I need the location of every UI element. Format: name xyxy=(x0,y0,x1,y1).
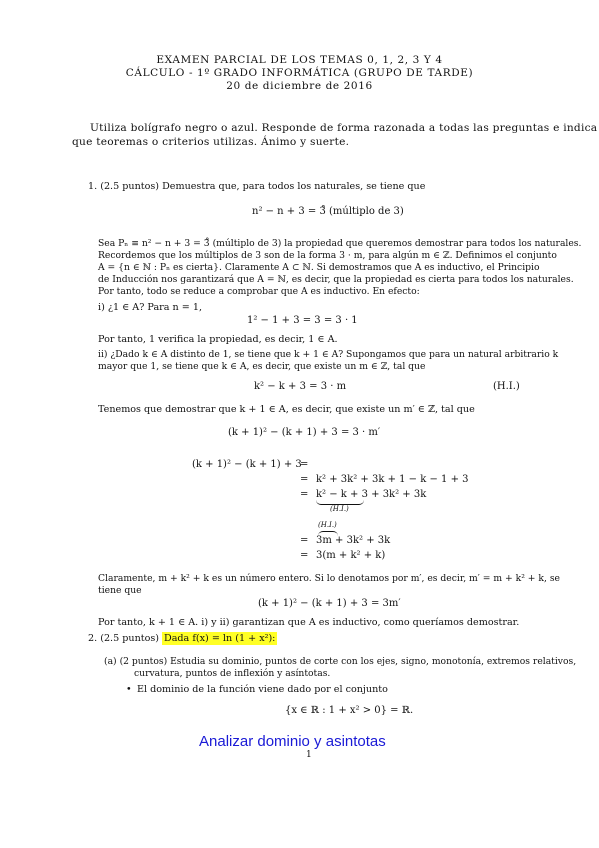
q1-part-ii-line-1: ii) ¿Dado k ∈ A distinto de 1, se tiene que k + 1 ∈ A? Supongamos que para un natural arbitrario k xyxy=(98,349,559,360)
course-title: CÁLCULO - 1º GRADO INFORMÁTICA (GRUPO DE TARDE) xyxy=(125,67,474,79)
q1-part-ii-line-2: mayor que 1, se tiene que k ∈ A, es decir, que existe un m ∈ ℤ, tal que xyxy=(98,361,426,372)
q1-para-line-3: A = {n ∈ ℕ : Pₙ es cierta}. Claramente A ⊂ ℕ. Si demostramos que A es inductivo, el Principio xyxy=(98,262,540,273)
q1-goal-text: Tenemos que demostrar que k + 1 ∈ A, es decir, que existe un m′ ∈ ℤ, tal que xyxy=(98,404,475,415)
instructions-line-2: que teoremas o criterios utilizas. Ánimo y suerte. xyxy=(72,136,350,148)
q1-conclusion-line-2: tiene que xyxy=(98,585,142,596)
instructions-line-1: Utiliza bolígrafo negro o azul. Responde de forma razonada a todas las preguntas e indica xyxy=(90,122,598,134)
q1-conclusion-equation: (k + 1)² − (k + 1) + 3 = 3m′ xyxy=(258,598,401,609)
chain-step-4: 3(m + k² + k) xyxy=(316,550,386,561)
chain-equals-0: = xyxy=(300,459,309,470)
chain-equals-2: = xyxy=(300,489,309,500)
blue-annotation: Analizar dominio y asintotas xyxy=(199,733,386,750)
q1-statement: 1. (2.5 puntos) Demuestra que, para todos los naturales, se tiene que xyxy=(88,181,426,192)
exam-date: 20 de diciembre de 2016 xyxy=(226,80,373,92)
q2-label: 2. (2.5 puntos) xyxy=(88,633,160,644)
chain-equals-3: = xyxy=(300,535,309,546)
domain-equation: {x ∈ ℝ : 1 + x² > 0} = ℝ. xyxy=(285,705,414,716)
q1-conclusion-line-1: Claramente, m + k² + k es un número entero. Si lo denotamos por m′, es decir, m′ = m + k² + k, se xyxy=(98,573,560,584)
q1-para-line-5: Por tanto, todo se reduce a comprobar que A es inductivo. En efecto: xyxy=(98,286,420,297)
hi-label-over: (H.I.) xyxy=(318,521,337,529)
chain-step-2: k² − k + 3 + 3k² + 3k xyxy=(316,489,427,500)
chain-step-1: k² + 3k² + 3k + 1 − k − 1 + 3 xyxy=(316,474,469,485)
q2-highlighted-function: Dada f(x) = ln (1 + x²): xyxy=(164,633,276,644)
chain-step-3: 3m + 3k² + 3k xyxy=(316,535,391,546)
exam-title: EXAMEN PARCIAL DE LOS TEMAS 0, 1, 2, 3 Y 4 xyxy=(156,54,443,66)
bullet-icon: • xyxy=(126,684,132,695)
q2a-bullet-text: El dominio de la función viene dado por el conjunto xyxy=(137,684,388,695)
q1-part-i-conclusion: Por tanto, 1 verifica la propiedad, es decir, 1 ∈ A. xyxy=(98,334,338,345)
chain-equals-4: = xyxy=(300,550,309,561)
hi-label-under: (H.I.) xyxy=(330,505,349,513)
q1-para-line-4: de Inducción nos garantizará que A = ℕ, es decir, que la propiedad es cierta para todos los naturales. xyxy=(98,274,574,285)
q1-para-line-1: Sea Pₙ ≡ n² − n + 3 = 3̊ (múltiplo de 3) la propiedad que queremos demostrar para todos los naturales. xyxy=(98,238,582,249)
q1-goal-equation: (k + 1)² − (k + 1) + 3 = 3 · m′ xyxy=(228,427,381,438)
induction-hypothesis-tag: (H.I.) xyxy=(493,381,520,392)
page-number: 1 xyxy=(306,750,312,760)
q2a-line-1: (a) (2 puntos) Estudia su dominio, puntos de corte con los ejes, signo, monotonía, extremos relativos, xyxy=(104,656,577,667)
q1-para-line-2: Recordemos que los múltiplos de 3 son de la forma 3 · m, para algún m ∈ ℤ. Definimos el conjunto xyxy=(98,250,557,261)
q1-part-i-equation: 1² − 1 + 3 = 3 = 3 · 1 xyxy=(247,315,358,326)
chain-lhs: (k + 1)² − (k + 1) + 3 xyxy=(192,459,302,470)
induction-hypothesis-equation: k² − k + 3 = 3 · m xyxy=(254,381,347,392)
q2a-line-2: curvatura, puntos de inflexión y asíntotas. xyxy=(134,668,331,679)
q1-main-equation: n² − n + 3 = 3̊ (múltiplo de 3) xyxy=(252,206,404,217)
chain-equals-1: = xyxy=(300,474,309,485)
q1-final-line: Por tanto, k + 1 ∈ A. i) y ii) garantizan que A es inductivo, como queríamos demostrar. xyxy=(98,617,520,628)
q1-part-i-label: i) ¿1 ∈ A? Para n = 1, xyxy=(98,302,202,313)
